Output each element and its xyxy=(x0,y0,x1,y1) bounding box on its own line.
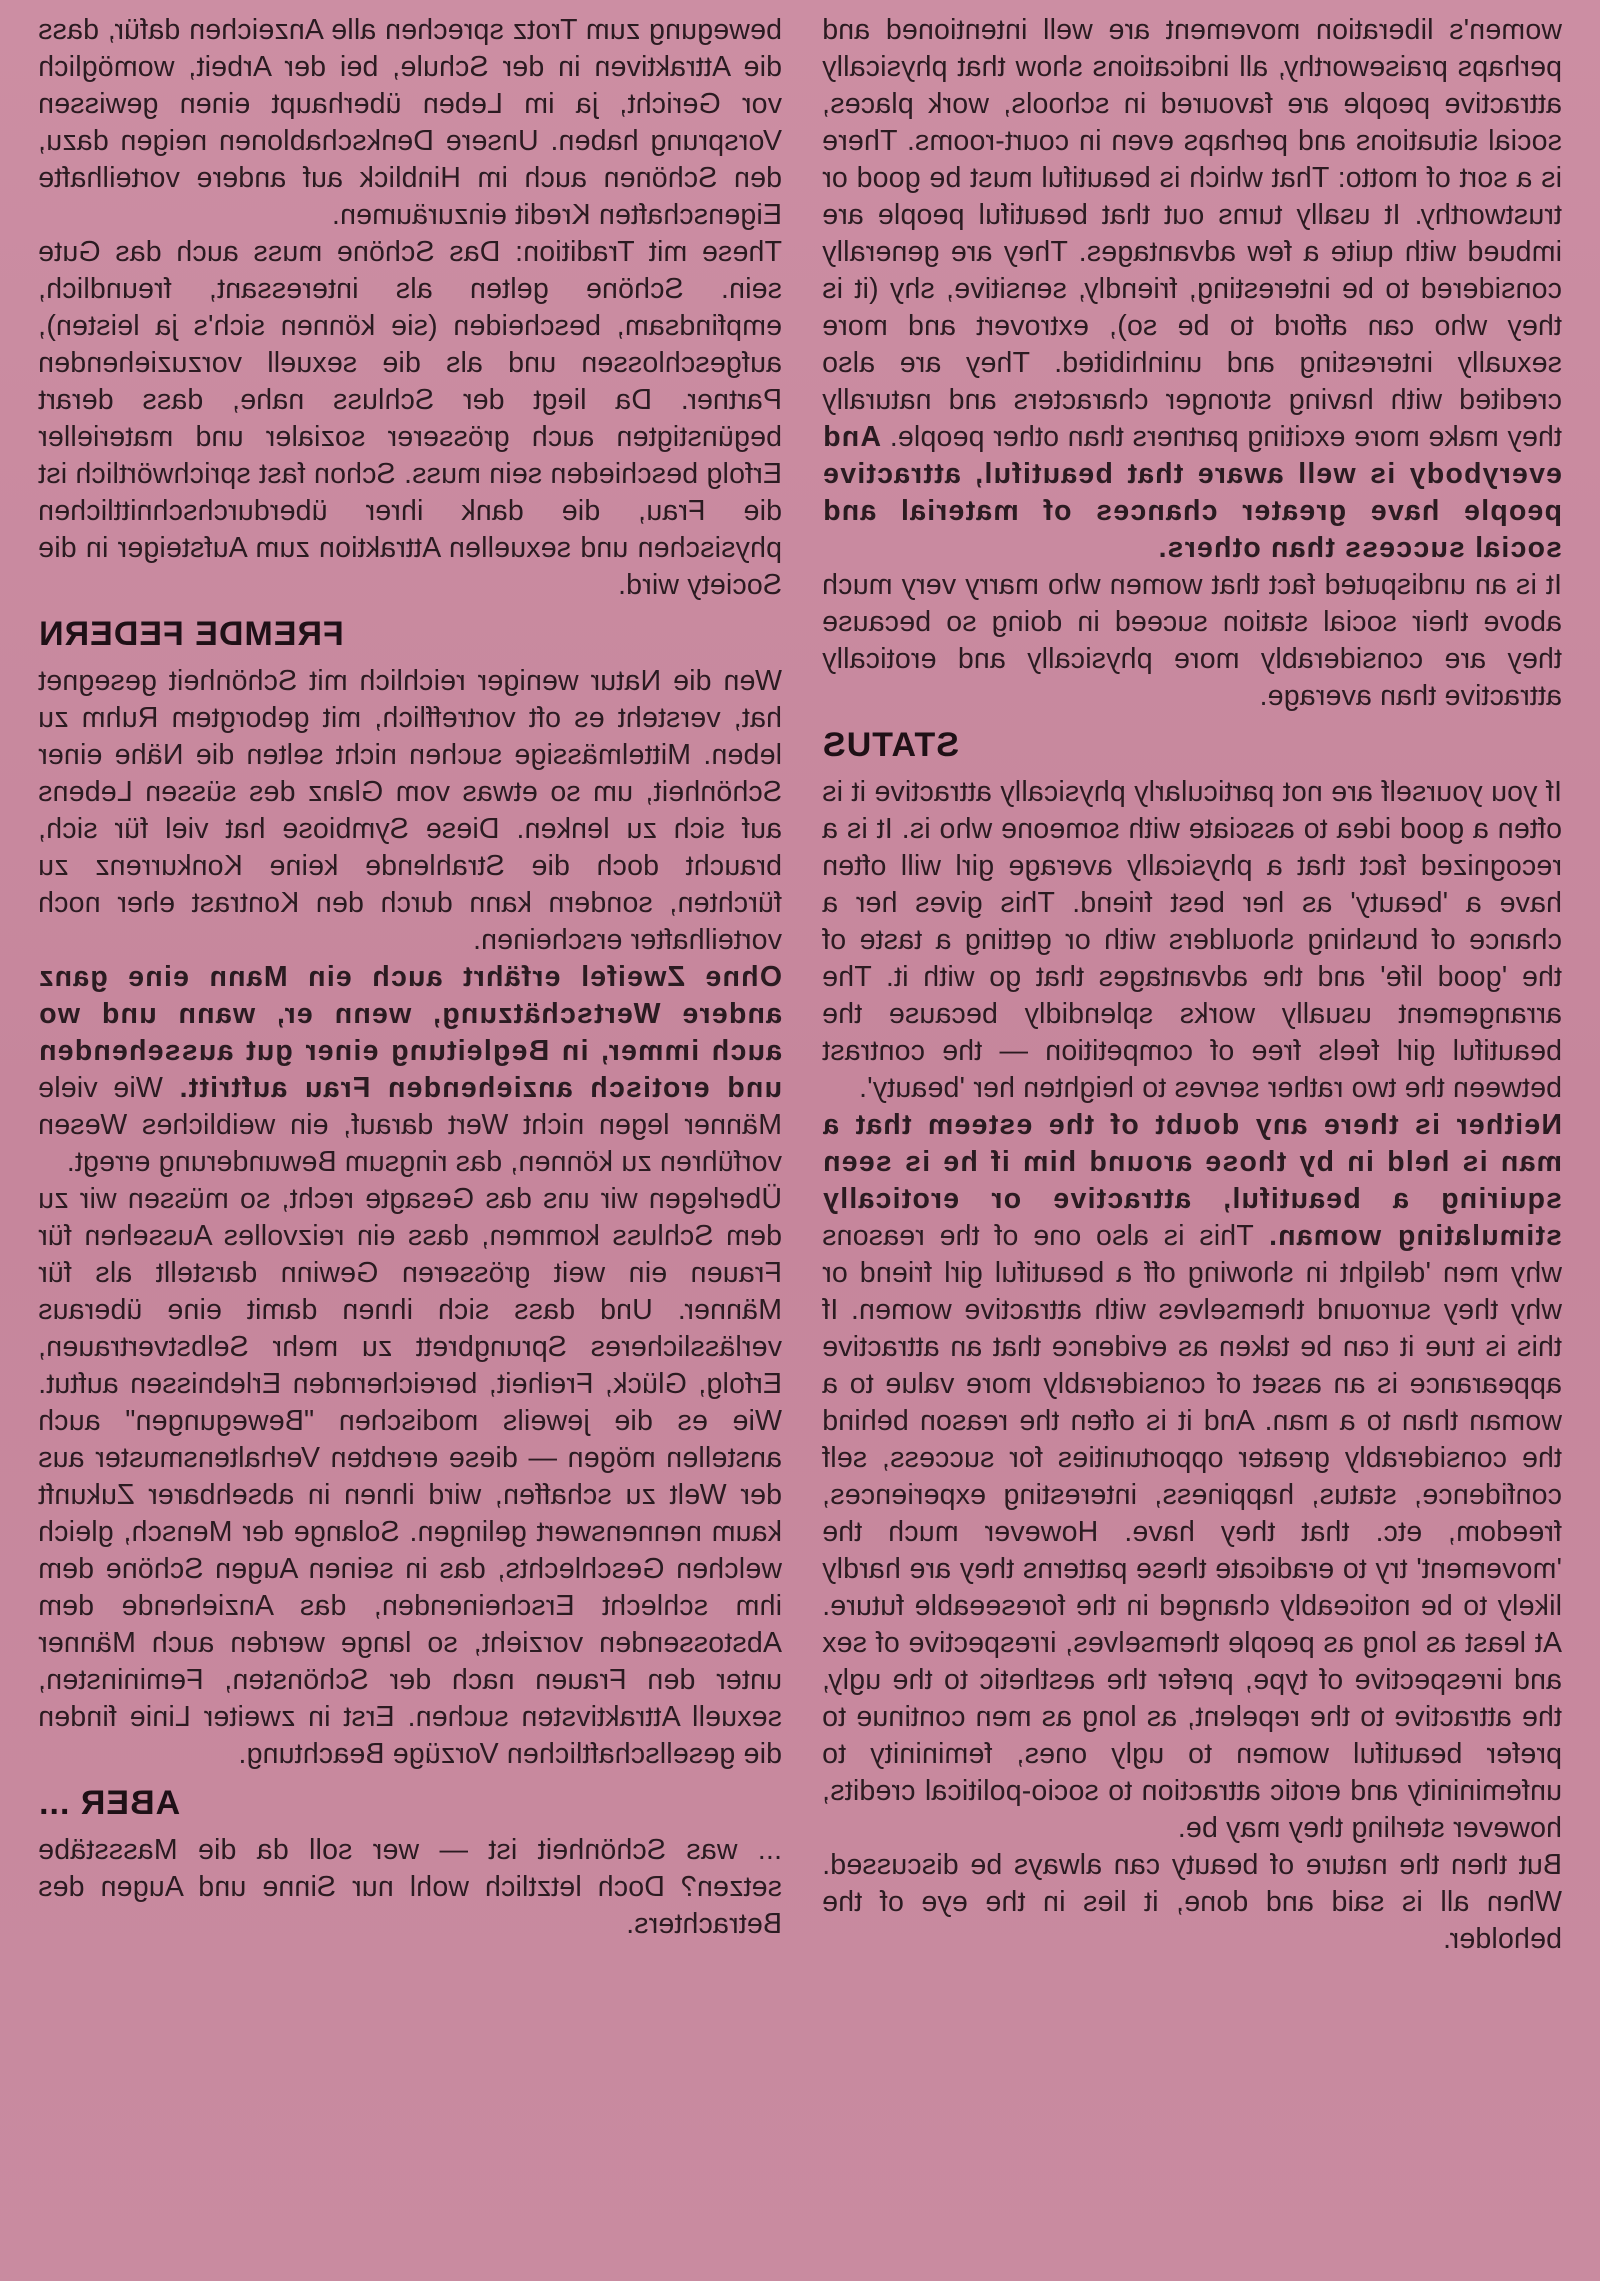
english-paragraph-2: It is an undisputed fact that women who marry very much above their social station suceed in doing so because they are considerably more physically and erotically attractive than average. xyxy=(822,569,1562,712)
german-column xyxy=(38,12,782,1943)
english-column xyxy=(822,12,1562,1958)
english-paragraph-5: But then the nature of beauty can always be discussed. When all is said and done, it lies in the eye of the beholder. xyxy=(822,1849,1562,1955)
english-paragraph-1 xyxy=(822,12,1562,567)
german-paragraph-2: These mit Tradition: Das Schöne muss auch das Gute sein. Schöne gelten als interessant, freundlich, empfindsam, bescheiden (sie können sich's ja leisten), aufgeschlossen und als die sexuell vorzuziehenden Partner. Da liegt der Schluss nahe, dass derart begünstigten auch grösserer sozialer und materieller Erfolg beschieden sein muss. Schon fast sprichwörtlich ist die Frau, die dank ihrer überdurchschnittlichen physischen und sexuellen Attraktion zum Aufsteiger in die Society wird. xyxy=(38,236,782,601)
english-p1-bold: And everybody is well aware that beautiful, attractive people have greater chances of material and social success than others. xyxy=(822,421,1562,564)
english-paragraph-4 xyxy=(822,1107,1562,1847)
german-paragraph-4 xyxy=(38,959,782,1181)
german-paragraph-1: bewegung zum Trotz sprechen alle Anzeichen dafür, dass die Attraktiven in der Schule, bei der Arbeit, womöglich vor Gericht, ja im Leben überhaupt einen gewissen Vorsprung haben. Unsere Denkschablonen neigen dazu, den Schönen auch im Hinblick auf andere vorteilhafte Eigenschaften Kredit einzuräumen. xyxy=(38,14,782,231)
heading-aber: ABER ... xyxy=(38,1784,181,1822)
heading-fremde-federn: FREMDE FEDERN xyxy=(38,615,344,653)
english-paragraph-3: If you yourself are not particularly physically attractive it is often a good idea to assciate with someone who is. It is a recognized fact that a physically average girl will often have a 'beauty' as her best friend. This gives her a chance of brushing shoulders with or getting a taste of the 'good life' and the advantages that go with it. The arrangement usually works splendidly because the beautiful girl feels free of competition — the contrast between the two rather serves to heighten her 'beauty'. xyxy=(822,776,1562,1104)
heading-status: STATUS xyxy=(822,726,959,764)
german-paragraph-5: Überlegen wir uns das Gesagte recht, so müssen wir zu dem Schluss kommen, dass ein reizvolles Aussehen für Frauen ein weit grösseren Gewinn darstellt als für Männer. Und dass sich ihnen damit eine überaus verlässlicheres Sprungbrett zu mehr Selbstvertrauen, Erfolg, Glück, Freiheit, bereichernden Erlebnissen auftut. Wie es die jeweils modischen "Bewegungen" auch anstellen mögen — diese ererbten Verhaltensmuster aus der Welt zu schaffen, wird ihnen in absehbarer Zukunft kaum nennenswert gelingen. Solange der Mensch, gleich welchen Geschlechts, das in seinen Augen Schöne dem ihm schlecht Erscheinenden, das Anziehende dem Abstossenden vorzieht, so lange werden auch Männer unter den Frauen nach der Schönsten, Femininsten, sexuell Attraktivsten suchen. Erst in zweiter Linie finden die gesellschaftlichen Vorzüge Beachtung. xyxy=(38,1183,782,1770)
english-p4-text: This is also one of the reasons why men 'delight in showing off a beautiful girl friend or why they surround themselves with attractive women. If this is true it can be taken as evidence that an attractive appearance is an asset of considerably more value to a woman than to a man. And it is often the reason behind the considerably greater opportunities for success, self confidence, status, happiness, interesting experiences, freedom, etc. that they have. However much the 'movement' try to eradicate these patterns they are hardly likely to be noticeably changed in the foreseeable future. At least as long as people themselves, irrespective of sex and irrespective of type, prefer the aesthetic to the ugly, the attractive to the repelent, as long as men continue to prefer beautiful women to ugly ones, femininity to unfemininity and erotic attraction to socio-political credits, however sterling they may be. xyxy=(822,1220,1562,1844)
german-paragraph-6: ... was Schönheit ist — wer soll da die Massstäbe setzen? Doch letztlich wohl nur Sinne und Augen des Betrachters. xyxy=(38,1834,782,1940)
english-p4-bold: Neither is there any doubt of the esteem that a man is held in by those around him if he is seen squiring a beautiful, attractive or erotically stimulating woman. xyxy=(822,1109,1562,1252)
german-paragraph-3: Wen die Natur weniger reichlich mit Schönheit gesegnet hat, versteht es oft vortrefflich, mit geborgtem Ruhm zu leben. Mittelmässige suchen nicht selten die Nähe einer Schönheit, um so etwas vom Glanz des süssen Lebens auf sich zu lenken. Diese Symbiose hat viel für sich, braucht doch die Strahlende keine Konkurrenz zu fürchten, sondern kann durch den Kontrast eher noch vorteilhafter erscheinen. xyxy=(38,665,782,956)
english-p1-text: women's liberation movement are well intentioned and perhaps praiseworthy, all indications show that physically attractive people are favoured in schools, work places, social situations and perhaps even in court-rooms. There is a sort of motto: That which is beautiful must be good or trustworthy. It usally turns out that beautiful people are imbued with quite a few advantages. They are generally considered to be interesting, friendly, sensitive, shy (it is they who can afford to be so), extrovert and more sexually interesting and uninhibited. They are also credited with having stronger characters and naturally they make more exciting partners than other people. xyxy=(822,14,1562,453)
german-p4-text: Wie viele Männer legen nicht Wert darauf, ein weibliches Wesen vorführen zu können, das ringsum Bewunderung erregt. xyxy=(38,1072,782,1178)
german-p4-bold: Ohne Zweifel erfährt auch ein Mann eine ganz andere Wertschätzung, wenn er, wann und wo auch immer, in Begleitung einer gut aussehenden und erotisch anziehenden Frau auftritt. xyxy=(38,961,782,1104)
